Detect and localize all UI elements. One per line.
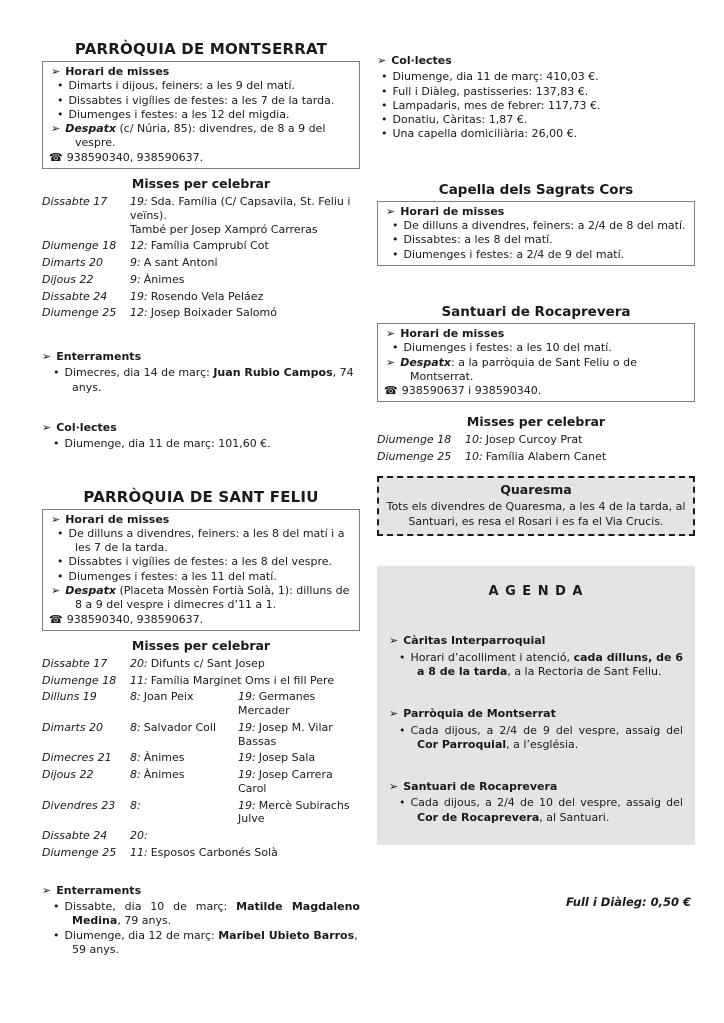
santuari-misses-table <box>377 433 695 464</box>
montserrat-collectes <box>42 421 360 452</box>
horari-item <box>382 219 689 233</box>
miss-text: Rosendo Vela Peláez <box>150 289 264 303</box>
table-row <box>42 829 360 843</box>
santuari-misses-heading: Misses per celebrar <box>466 414 606 430</box>
agenda-section-heading-line <box>389 707 683 721</box>
miss-text: Ànimes <box>143 751 185 765</box>
horari-heading: Horari de misses <box>400 326 505 340</box>
quaresma-text: Tots els divendres de Quaresma, a les 4 de la tarda, al Santuari, es resa el Rosari i es fa el Via Crucis. <box>386 499 686 528</box>
phone-line <box>382 384 689 398</box>
horari-item <box>47 94 354 108</box>
collecta-text: Full i Diàleg, pastisseries: 137,83 €. <box>392 84 589 98</box>
bullet-icon: • <box>392 233 399 247</box>
miss-day: Dissabte 24 <box>42 829 108 843</box>
collecta-item <box>377 99 695 113</box>
collecta-item <box>377 85 695 99</box>
miss-cell <box>238 721 360 749</box>
full-dialeg-price: Full i Diàleg: 0,50 € <box>566 895 691 910</box>
miss-text: Josep Sala <box>258 751 316 765</box>
bullet-icon: • <box>57 79 64 93</box>
arrow-icon: ➢ <box>42 883 52 897</box>
miss-time: 20: <box>130 829 148 843</box>
miss-text: Josep Carrera Carol <box>238 768 333 795</box>
miss-cell <box>130 273 360 287</box>
miss-text: Mercè Subirachs Julve <box>238 798 350 826</box>
miss-cell <box>130 239 360 253</box>
arrow-icon: ➢ <box>51 512 61 526</box>
despatx-line <box>47 122 354 151</box>
montserrat-misses-table <box>42 195 360 320</box>
item-post: , a l’església. <box>506 737 579 751</box>
horari-item-text: Diumenges i festes: a 2/4 de 9 del matí. <box>403 247 625 261</box>
miss-day: Dimarts 20 <box>42 720 104 734</box>
miss-day: Diumenge 18 <box>377 433 452 447</box>
horari-item <box>47 79 354 93</box>
table-row <box>42 256 360 270</box>
montserrat-misses-heading: Misses per celebrar <box>131 176 271 192</box>
agenda-item <box>389 651 683 680</box>
horari-item-text: Dimarts i dijous, feiners: a les 9 del matí. <box>68 79 295 93</box>
miss-text: Família Marginet Oms i el fill Pere <box>150 673 335 687</box>
item-pre: Dissabte, dia 10 de març: <box>64 899 237 913</box>
section-heading-line <box>377 54 695 68</box>
item-bold: cada dilluns, de 6 a 8 de la tarda <box>417 650 683 678</box>
bullet-icon: • <box>53 366 60 380</box>
agenda-section-heading: Càritas Interparroquial <box>403 634 546 648</box>
miss-day: Dijous 22 <box>42 768 94 782</box>
enterraments-heading: Enterraments <box>56 883 142 897</box>
horari-item-text: Dissabtes: a les 8 del matí. <box>403 233 553 247</box>
miss-time: 19: <box>238 690 256 704</box>
phone-numbers: 938590637 i 938590340. <box>401 384 542 398</box>
montserrat-title: PARRÒQUIA DE MONTSERRAT <box>74 40 328 58</box>
horari-item <box>382 341 689 355</box>
enterraments-heading: Enterraments <box>56 350 142 364</box>
miss-time: 8: <box>130 798 141 812</box>
item-post: , al Santuari. <box>539 810 610 824</box>
arrow-icon: ➢ <box>51 584 61 598</box>
section-heading-line <box>42 884 360 898</box>
collecta-text: Diumenge, dia 11 de març: 101,60 €. <box>64 437 271 451</box>
santfeliu-title: PARRÒQUIA DE SANT FELIU <box>83 487 319 506</box>
horari-heading-line <box>47 513 354 527</box>
phone-icon: ☎ <box>49 150 63 164</box>
table-row <box>42 195 360 236</box>
deceased-name: Juan Rubio Campos <box>213 366 333 380</box>
miss-cell <box>130 751 238 765</box>
item-post: , 79 anys. <box>117 914 172 928</box>
miss-cell <box>130 721 238 749</box>
collecta-text: Donatiu, Càritas: 1,87 €. <box>392 113 528 127</box>
horari-heading: Horari de misses <box>65 512 170 526</box>
miss-cell <box>130 690 238 718</box>
bullet-icon: • <box>381 84 388 98</box>
bullet-icon: • <box>57 526 64 540</box>
miss-extra: També per Josep Xampró Carreras <box>130 222 318 236</box>
miss-text: Joan Peix <box>143 690 194 704</box>
miss-day: Dijous 22 <box>42 272 94 286</box>
miss-text: Difunts c/ Sant Josep <box>150 656 265 670</box>
arrow-icon: ➢ <box>42 420 52 434</box>
quaresma-box <box>377 476 695 536</box>
collecta-text: Una capella domiciliària: 26,00 €. <box>392 127 578 141</box>
horari-item <box>47 555 354 569</box>
agenda-section <box>389 780 683 825</box>
miss-day: Dissabte 17 <box>42 195 108 209</box>
miss-time: 10: <box>465 450 483 464</box>
table-row <box>42 721 360 749</box>
bullet-icon: • <box>381 127 388 141</box>
item-pre: Diumenge, dia 12 de març: <box>64 928 219 942</box>
horari-item-text: De dilluns a divendres, feiners: a 2/4 de 8 del matí. <box>403 219 686 233</box>
bullet-icon: • <box>392 219 399 233</box>
bullet-icon: • <box>392 247 399 261</box>
phone-numbers: 938590340, 938590637. <box>66 612 204 626</box>
capella-title: Capella dels Sagrats Cors <box>438 181 634 198</box>
miss-time: 19: <box>130 195 148 209</box>
miss-day: Diumenge 25 <box>377 450 452 464</box>
santuari-title: Santuari de Rocaprevera <box>441 303 631 320</box>
table-row <box>377 433 695 447</box>
miss-text: Família Alabern Canet <box>485 450 607 464</box>
horari-heading-line <box>382 205 689 219</box>
agenda-item <box>389 724 683 753</box>
arrow-icon: ➢ <box>386 355 396 369</box>
table-row <box>42 239 360 253</box>
phone-icon: ☎ <box>49 612 63 626</box>
phone-numbers: 938590340, 938590637. <box>66 150 204 164</box>
bullet-icon: • <box>57 107 64 121</box>
miss-time: 20: <box>130 656 148 670</box>
deceased-name: Maribel Ubieto Barros <box>218 928 355 942</box>
santfeliu-misses-heading: Misses per celebrar <box>131 637 271 653</box>
miss-text: Família Camprubí Cot <box>150 239 269 253</box>
despatx-label: Despatx <box>65 122 117 136</box>
miss-time: 19: <box>130 289 148 303</box>
montserrat-horari-box <box>42 61 360 169</box>
right-column <box>377 40 695 909</box>
agenda-section <box>389 707 683 752</box>
miss-cell <box>130 768 238 796</box>
horari-item-text: De dilluns a divendres, feiners: a les 8 del matí i a les 7 de la tarda. <box>68 526 345 555</box>
horari-item-text: Dissabtes i vigílies de festes: a les 8 del vespre. <box>68 555 333 569</box>
arrow-icon: ➢ <box>51 122 61 136</box>
bullet-icon: • <box>399 650 406 664</box>
despatx-label: Despatx <box>400 355 452 369</box>
agenda-section-heading: Santuari de Rocaprevera <box>403 780 558 794</box>
miss-text: A sant Antoni <box>143 256 218 270</box>
miss-cell <box>130 829 360 843</box>
horari-item-text: Diumenges i festes: a les 11 del matí. <box>68 569 277 583</box>
collecta-item <box>377 70 695 84</box>
miss-time: 19: <box>238 798 256 812</box>
miss-time: 19: <box>238 751 256 765</box>
item-bold: Cor de Rocaprevera <box>417 810 540 824</box>
bullet-icon: • <box>381 98 388 112</box>
miss-time: 10: <box>465 433 483 447</box>
bullet-icon: • <box>57 569 64 583</box>
miss-time: 12: <box>130 239 148 253</box>
santuari-horari-box <box>377 323 695 402</box>
horari-heading-line <box>382 327 689 341</box>
bullet-icon: • <box>381 113 388 127</box>
horari-heading: Horari de misses <box>65 65 170 78</box>
miss-day: Diumenge 25 <box>42 845 117 859</box>
miss-text: Ànimes <box>143 272 185 286</box>
miss-cell <box>238 799 360 827</box>
miss-cell <box>465 450 695 464</box>
miss-day: Dissabte 24 <box>42 289 108 303</box>
miss-time: 11: <box>130 845 148 859</box>
miss-cell <box>238 751 360 765</box>
arrow-icon: ➢ <box>389 634 399 648</box>
table-row <box>42 690 360 718</box>
miss-cell <box>238 768 360 796</box>
enterrament-item <box>42 900 360 929</box>
bullet-icon: • <box>399 723 406 737</box>
miss-cell <box>130 657 360 671</box>
bullet-icon: • <box>53 928 60 942</box>
item-pre: Horari d’acolliment i atenció, <box>410 650 574 664</box>
item-post: , 59 anys. <box>72 928 358 956</box>
horari-item-text: Diumenges i festes: a les 10 del matí. <box>403 341 612 355</box>
item-pre: Cada dijous, a 2/4 de 10 del vespre, assaig del <box>410 796 683 810</box>
despatx-line <box>47 584 354 613</box>
capella-horari-box <box>377 201 695 266</box>
miss-text: Salvador Coll <box>143 720 217 734</box>
bullet-icon: • <box>53 899 60 913</box>
miss-cell <box>130 195 360 236</box>
miss-text: Josep M. Vilar Bassas <box>238 720 333 748</box>
table-row <box>42 306 360 320</box>
item-bold: Cor Parroquial <box>417 737 507 751</box>
table-row <box>42 657 360 671</box>
bullet-icon: • <box>53 437 60 451</box>
bullet-icon: • <box>399 796 406 810</box>
miss-cell <box>130 290 360 304</box>
agenda-box <box>377 566 695 846</box>
santfeliu-misses-table <box>42 657 360 860</box>
agenda-section-heading: Parròquia de Montserrat <box>403 707 556 721</box>
miss-day: Dilluns 19 <box>42 690 97 704</box>
miss-text: Ànimes <box>143 768 185 782</box>
miss-day: Divendres 23 <box>42 798 116 812</box>
miss-time: 8: <box>130 720 141 734</box>
horari-item-text: Dissabtes i vigílies de festes: a les 7 de la tarda. <box>68 93 335 107</box>
despatx-text: (c/ Núria, 85): divendres, de 8 a 9 del vespre. <box>75 122 326 150</box>
section-heading-line <box>42 421 360 435</box>
bullet-icon: • <box>381 70 388 84</box>
agenda-section-heading-line <box>389 634 683 648</box>
table-row <box>42 290 360 304</box>
miss-day: Diumenge 18 <box>42 673 117 687</box>
miss-time: 9: <box>130 256 141 270</box>
table-row <box>42 751 360 765</box>
item-pre: Dimecres, dia 14 de març: <box>64 366 214 380</box>
horari-item <box>47 108 354 122</box>
agenda-section <box>389 634 683 679</box>
enterrament-item <box>42 366 360 395</box>
horari-item <box>382 233 689 247</box>
collecta-item <box>377 127 695 141</box>
miss-time: 8: <box>130 690 141 704</box>
phone-icon: ☎ <box>384 384 398 398</box>
miss-text: Sda. Família (C/ Capsavila, St. Feliu i veïns). <box>130 195 351 222</box>
montserrat-enterraments <box>42 350 360 395</box>
miss-cell <box>130 846 360 860</box>
miss-time: 19: <box>238 720 256 734</box>
miss-text: Josep Boixader Salomó <box>150 306 277 320</box>
arrow-icon: ➢ <box>389 707 399 721</box>
collecta-item <box>377 113 695 127</box>
miss-day: Diumenge 25 <box>42 306 117 320</box>
item-post: , 74 anys. <box>72 366 354 394</box>
horari-item <box>47 527 354 556</box>
collectes-heading: Col·lectes <box>391 54 452 67</box>
arrow-icon: ➢ <box>42 350 52 364</box>
miss-cell <box>130 256 360 270</box>
right-collectes <box>377 54 695 142</box>
miss-time: 8: <box>130 751 141 765</box>
table-row <box>42 799 360 827</box>
miss-cell <box>465 433 695 447</box>
section-heading-line <box>42 350 360 364</box>
miss-text: Germanes Mercader <box>238 690 316 718</box>
miss-cell <box>130 799 238 827</box>
item-post: , a la Rectoria de Sant Feliu. <box>507 665 662 678</box>
miss-day: Dimecres 21 <box>42 751 112 765</box>
quaresma-title: Quaresma <box>500 481 572 497</box>
miss-day: Dimarts 20 <box>42 256 104 270</box>
miss-time: 9: <box>130 272 141 286</box>
despatx-text: (Placeta Mossèn Fortià Solà, 1): dilluns de 8 a 9 del vespre i dimecres d’11 a 1. <box>75 584 350 612</box>
horari-item <box>382 248 689 262</box>
bullet-icon: • <box>57 93 64 107</box>
left-column <box>42 40 360 957</box>
miss-time: 8: <box>130 768 141 782</box>
table-row <box>42 273 360 287</box>
despatx-label: Despatx <box>65 584 117 598</box>
item-pre: Cada dijous, a 2/4 de 9 del vespre, assaig del <box>410 723 683 737</box>
bullet-icon: • <box>392 341 399 355</box>
table-row <box>42 674 360 688</box>
arrow-icon: ➢ <box>51 65 61 78</box>
arrow-icon: ➢ <box>389 780 399 794</box>
santfeliu-horari-box <box>42 509 360 631</box>
horari-heading: Horari de misses <box>400 204 505 218</box>
arrow-icon: ➢ <box>377 54 387 67</box>
table-row <box>42 768 360 796</box>
miss-text: Esposos Carbonés Solà <box>150 845 278 859</box>
phone-line <box>47 613 354 627</box>
arrow-icon: ➢ <box>386 204 396 218</box>
miss-time: 19: <box>238 768 256 782</box>
collecta-item <box>42 437 360 451</box>
horari-item <box>47 570 354 584</box>
miss-day: Diumenge 18 <box>42 239 117 253</box>
table-row <box>42 846 360 860</box>
enterrament-item <box>42 929 360 958</box>
collecta-text: Lampadaris, mes de febrer: 117,73 €. <box>392 98 601 112</box>
agenda-item <box>389 796 683 825</box>
miss-text: Josep Curcoy Prat <box>485 433 583 447</box>
collectes-heading: Col·lectes <box>56 420 117 434</box>
agenda-title: A G E N D A <box>488 583 584 599</box>
deceased-name: Matilde Magdaleno Medina <box>72 899 360 928</box>
horari-item-text: Diumenges i festes: a les 12 del migdia. <box>68 107 290 121</box>
miss-cell <box>238 690 360 718</box>
santfeliu-enterraments <box>42 884 360 957</box>
collecta-text: Diumenge, dia 11 de març: 410,03 €. <box>392 70 599 84</box>
despatx-text: : a la parròquia de Sant Feliu o de Montserrat. <box>410 355 637 383</box>
miss-day: Dissabte 17 <box>42 656 108 670</box>
horari-heading-line <box>47 65 354 79</box>
despatx-line <box>382 356 689 385</box>
miss-time: 12: <box>130 306 148 320</box>
miss-cell <box>130 674 360 688</box>
agenda-section-heading-line <box>389 780 683 794</box>
phone-line <box>47 151 354 165</box>
miss-cell <box>130 306 360 320</box>
bullet-icon: • <box>57 555 64 569</box>
arrow-icon: ➢ <box>386 326 396 340</box>
miss-time: 11: <box>130 673 148 687</box>
table-row <box>377 450 695 464</box>
